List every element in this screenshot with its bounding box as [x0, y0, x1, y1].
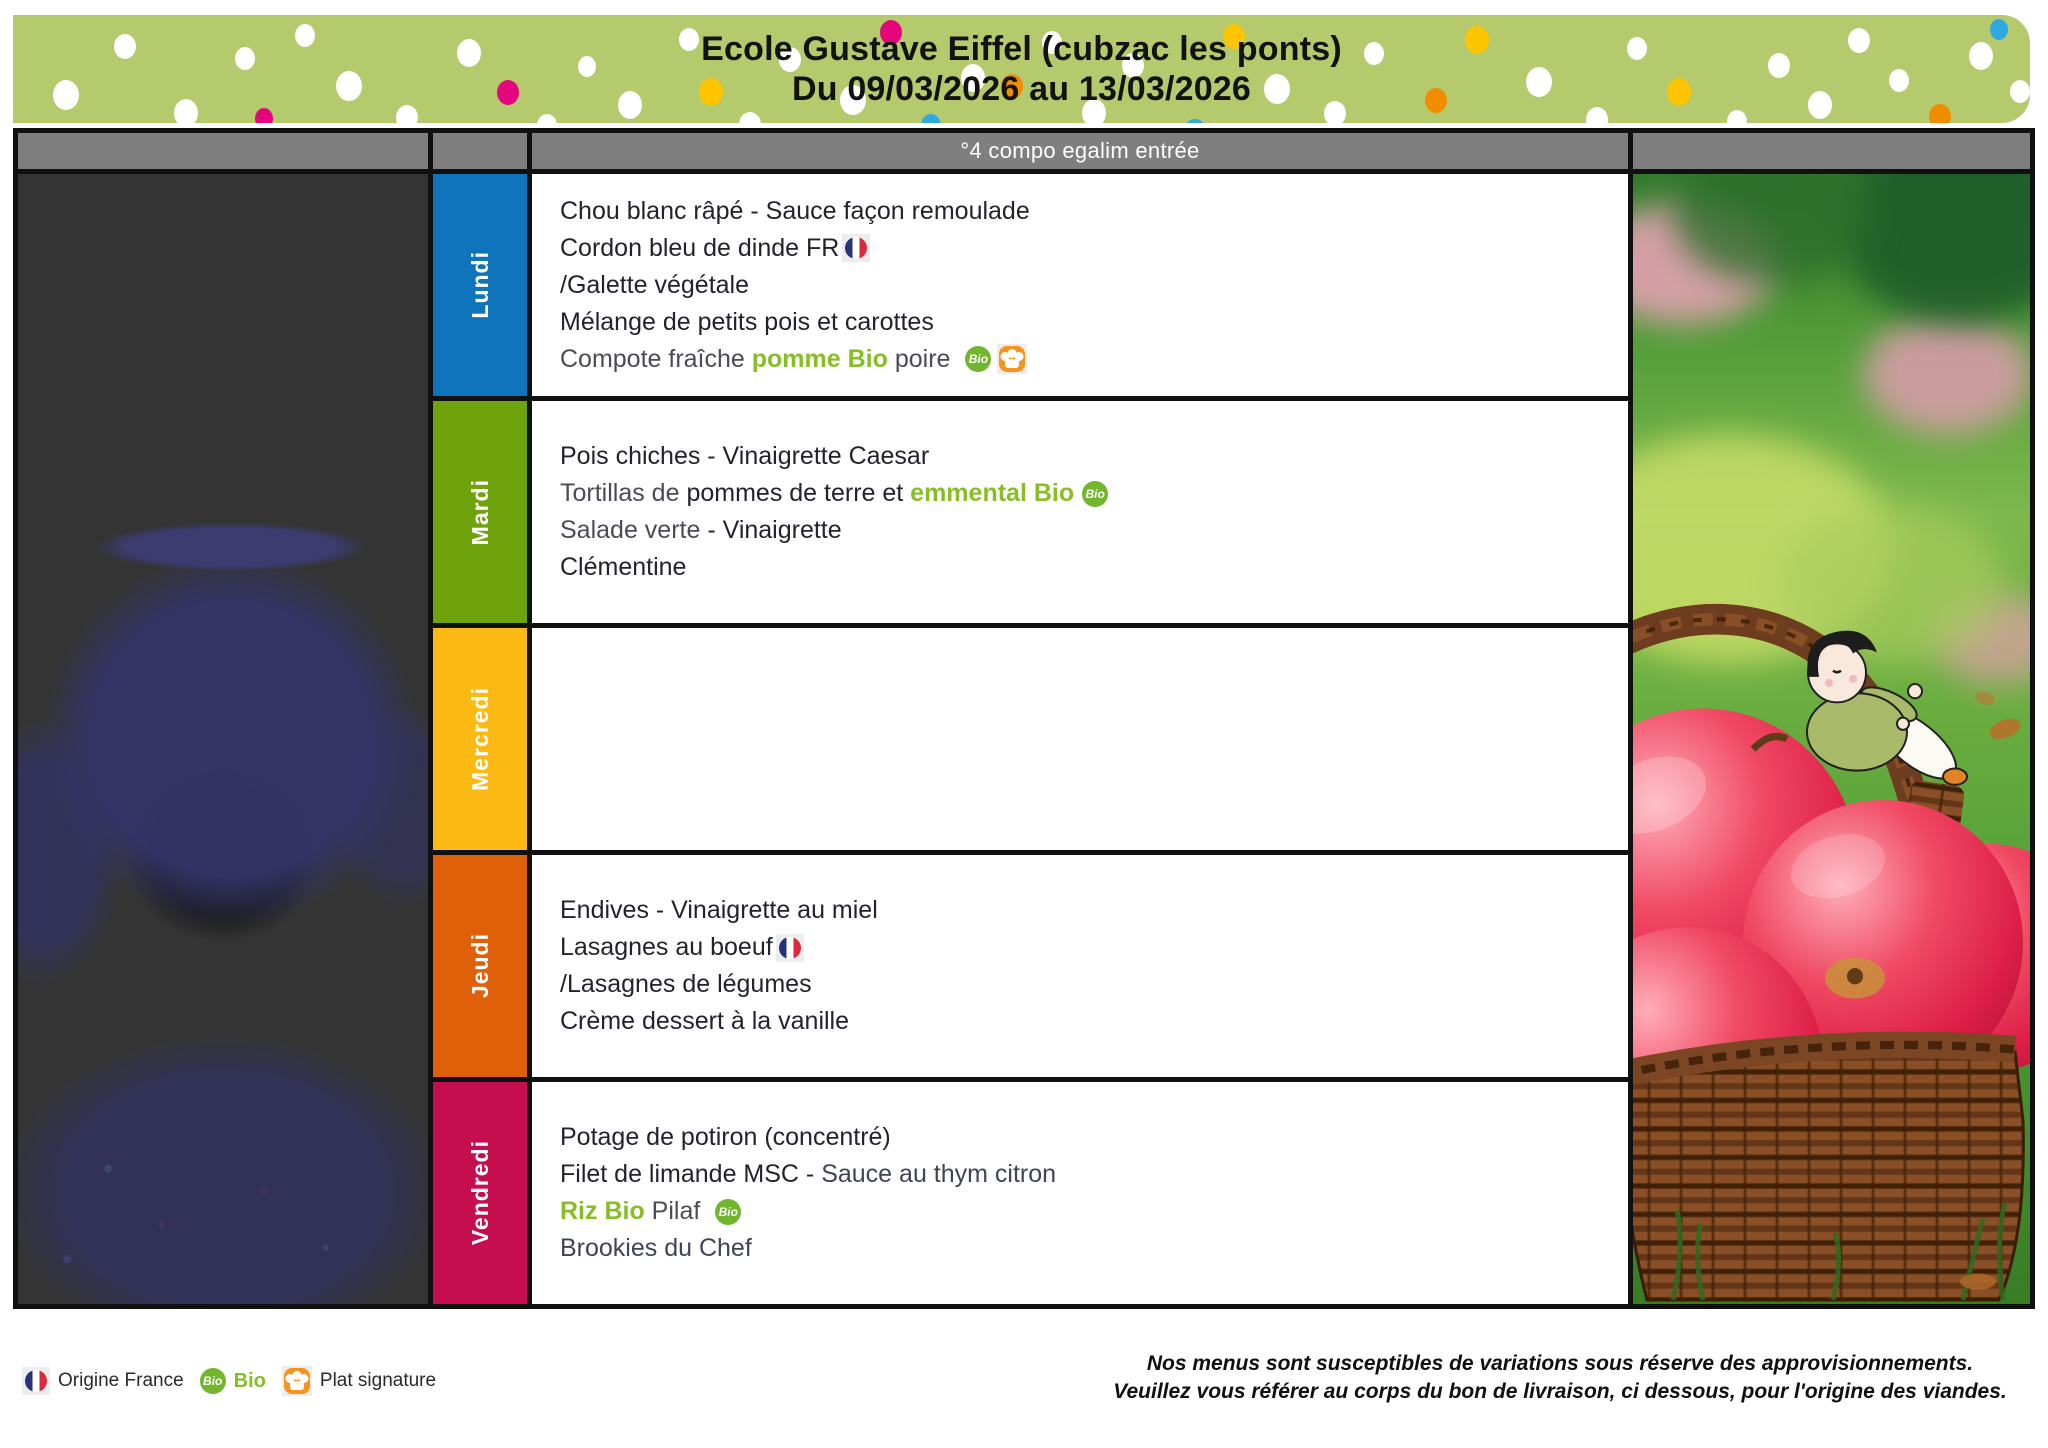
- day-cell-mercredi: [433, 628, 527, 850]
- menu-line: [560, 1230, 1628, 1267]
- origine-france-icon: [776, 934, 804, 962]
- menu-text: Clémentine: [560, 553, 687, 581]
- menu-text: pomme Bio: [751, 344, 888, 373]
- chef-hat: [284, 1368, 310, 1394]
- menu-text: Compote fraîche: [560, 344, 752, 373]
- menu-line: [560, 475, 1628, 512]
- day-cell-mardi: [433, 401, 527, 623]
- basket-body: [1633, 1045, 2023, 1300]
- menu-text: Pilaf: [644, 1197, 708, 1225]
- polka-dot: [1727, 110, 1747, 123]
- polka-dot: [578, 56, 596, 77]
- photo-left-dark: [18, 174, 428, 1304]
- menu-cell-jeudi: [532, 855, 1628, 1077]
- polka-dot: [497, 80, 519, 105]
- polka-dot: [336, 71, 362, 101]
- footer-note: [1080, 1350, 2040, 1406]
- bio-icon: Bio: [965, 346, 991, 372]
- polka-dot: [537, 114, 557, 123]
- photo-apples-basket: [1633, 174, 2030, 1304]
- menu-line: [560, 304, 1628, 341]
- menu-line: [560, 1003, 1628, 1040]
- menu-line: [560, 1119, 1628, 1156]
- polka-dot: [255, 108, 273, 123]
- bio-icon: Bio: [1082, 481, 1108, 507]
- menu-text: Cordon bleu de dinde FR: [560, 233, 840, 262]
- menu-text: Mélange de petits pois et carottes: [560, 307, 934, 336]
- france-flag: [845, 237, 867, 259]
- polka-dot: [699, 78, 723, 106]
- menu-text: Brookies du Chef: [560, 1234, 752, 1262]
- menu-line: [560, 1156, 1628, 1193]
- footer-line2: Veuillez vous référer au corps du bon de livraison, ci dessous, pour l'origine des viandes.: [1113, 1380, 2007, 1403]
- day-cell-vendredi: [433, 1082, 527, 1304]
- day-cell-jeudi: [433, 855, 527, 1077]
- polka-dot: [396, 105, 418, 123]
- polka-dot: [53, 80, 79, 110]
- polka-dot: [2010, 80, 2030, 103]
- polka-dot: [739, 112, 761, 123]
- menu-text: Sauce au thym citron: [821, 1160, 1057, 1188]
- menu-line: [560, 230, 1628, 267]
- polka-dot: [618, 91, 642, 119]
- menu-line: [560, 1193, 1628, 1230]
- menu-text: Crème dessert à la vanille: [560, 1007, 850, 1035]
- polka-dot: [679, 28, 699, 51]
- header-label: °4 compo egalim entrée: [960, 138, 1200, 163]
- menu-line: [560, 438, 1628, 475]
- legend-origine-france-label: Origine France: [58, 1370, 184, 1391]
- header-cell-photo-right: [1633, 133, 2030, 169]
- plat-signature-icon: [282, 1366, 312, 1396]
- menu-line: [560, 193, 1628, 230]
- banner: [13, 15, 2030, 123]
- menu-text: Filet de limande MSC -: [560, 1160, 822, 1188]
- menu-line: [560, 341, 1628, 378]
- menu-text: Riz Bio: [560, 1197, 645, 1225]
- polka-dot: [1264, 74, 1290, 104]
- legend-bio-label: Bio: [233, 1369, 266, 1392]
- legend-plat-signature-label: Plat signature: [319, 1370, 437, 1391]
- day-label: Mardi: [466, 478, 493, 546]
- menu-line: [560, 549, 1628, 586]
- menu-line: [560, 267, 1628, 304]
- menu-text: /Lasagnes de légumes: [560, 970, 812, 998]
- day-label: Mercredi: [466, 687, 493, 791]
- day-label: Vendredi: [466, 1140, 493, 1246]
- polka-dot: [1183, 119, 1207, 123]
- polka-dot: [1990, 19, 2008, 40]
- polka-dot: [1627, 37, 1647, 60]
- menu-text: emmental Bio: [910, 479, 1075, 507]
- polka-dot: [1969, 42, 1993, 70]
- day-label: Jeudi: [466, 933, 493, 999]
- menu-text: poire: [887, 344, 958, 373]
- polka-dot: [1364, 42, 1384, 65]
- footer-line1: Nos menus sont susceptibles de variations sous réserve des approvisionnements.: [1146, 1352, 1974, 1375]
- page-title-line2: Du 09/03/2026 au 13/03/2026: [791, 70, 1252, 108]
- polka-dot: [114, 34, 136, 59]
- bio-icon: Bio: [200, 1368, 226, 1394]
- menu-cell-lundi: [532, 174, 1628, 396]
- polka-dot: [1808, 91, 1832, 119]
- header-cell-menu: [532, 133, 1628, 169]
- chef-hat: [999, 346, 1025, 372]
- day-label: Lundi: [466, 251, 493, 319]
- polka-dot: [921, 114, 941, 123]
- polka-dot: [1848, 28, 1870, 53]
- menu-table: [13, 128, 2035, 1309]
- plat-signature-icon: [997, 344, 1027, 374]
- menu-text: pommes de terre et: [686, 479, 911, 507]
- polka-dot: [1768, 53, 1790, 78]
- menu-text: Potage de potiron (concentré): [560, 1123, 891, 1151]
- origine-france-icon: [842, 234, 870, 262]
- menu-cell-vendredi: [532, 1082, 1628, 1304]
- polka-dot: [1929, 104, 1951, 123]
- polka-dot: [1324, 101, 1346, 123]
- apple-basket-illustration: [1633, 174, 2030, 1304]
- header-cell-photo-left: [18, 133, 428, 169]
- polka-dot: [1889, 69, 1909, 92]
- france-flag: [25, 1370, 47, 1392]
- polka-dot: [295, 24, 315, 47]
- polka-dot: [235, 47, 255, 70]
- bio-icon: Bio: [715, 1199, 741, 1225]
- polka-dot: [1586, 107, 1608, 123]
- polka-dot: [1465, 26, 1489, 54]
- menu-text: Salade verte: [560, 516, 701, 544]
- origine-france-icon: [22, 1367, 50, 1395]
- menu-line: [560, 512, 1628, 549]
- menu-text: - Vinaigrette: [700, 516, 842, 544]
- menu-cell-mardi: [532, 401, 1628, 623]
- menu-line: [560, 966, 1628, 1003]
- menu-text: /Galette végétale: [560, 270, 750, 299]
- polka-dot: [1667, 78, 1691, 106]
- polka-dot: [1526, 67, 1552, 97]
- menu-text: Endives - Vinaigrette au miel: [560, 896, 878, 924]
- menu-cell-mercredi: [532, 628, 1628, 850]
- menu-text: Chou blanc râpé - Sauce façon remoulade: [560, 196, 1030, 225]
- day-cell-lundi: [433, 174, 527, 396]
- polka-dot: [174, 99, 198, 123]
- polka-dot: [1425, 88, 1447, 113]
- france-flag: [779, 937, 801, 959]
- menu-text: Tortillas de: [560, 479, 687, 507]
- menu-text: Lasagnes au boeuf: [560, 933, 773, 961]
- page-title-line1: Ecole Gustave Eiffel (cubzac les ponts): [701, 30, 1342, 68]
- polka-dot: [457, 39, 481, 67]
- menu-line: [560, 929, 1628, 966]
- menu-text: Pois chiches - Vinaigrette Caesar: [560, 442, 930, 470]
- legend: [22, 1360, 452, 1402]
- menu-line: [560, 892, 1628, 929]
- header-cell-days: [433, 133, 527, 169]
